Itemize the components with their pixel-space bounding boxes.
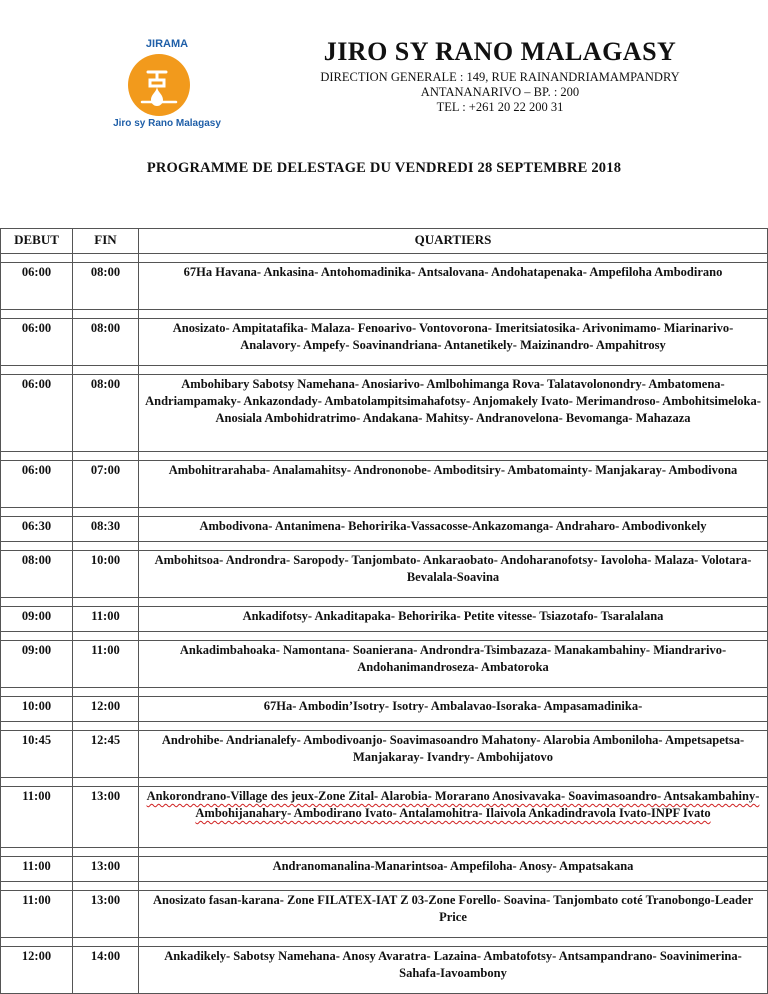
address-line-2: ANTANANARIVO – BP. : 200 bbox=[420, 85, 580, 99]
quartiers-list: Ambohibary Sabotsy Namehana- Anosiarivo- Amlbohimanga Rova- Talatavolonondry- Ambatomena- Andriampamaky- Ankazondady- Ambatolampitsimahafotsy- Anjomakely Ivato- Merimandroso- Ambohitsimeloka- Anosiala Ambohidratrimo- Andakana- Mahitsy- Andranovelona- Bevomanga- Mahazaza bbox=[139, 375, 768, 452]
quartiers-list bbox=[139, 787, 768, 848]
quartiers-text: Ankorondrano-Village des jeux-Zone Zital- Alarobia- Morarano Anosivavaka- Soavimasoandro- Antsakambahiny- Ambohijanahary- Ambodirano Ivato- Antalamohitra- Ilaivola Ankadindravola Ivato-INPF Ivato bbox=[146, 789, 760, 820]
end-time: 10:00 bbox=[73, 551, 139, 598]
end-time: 14:00 bbox=[73, 947, 139, 994]
table-header-row bbox=[1, 229, 768, 254]
start-time: 09:00 bbox=[1, 641, 73, 688]
start-time: 10:00 bbox=[1, 697, 73, 722]
quartiers-list: Ambodivona- Antanimena- Behoririka-Vassacosse-Ankazomanga- Andraharo- Ambodivonkely bbox=[139, 517, 768, 542]
logo-caption: Jiro sy Rano Malagasy bbox=[113, 118, 221, 129]
end-time: 11:00 bbox=[73, 641, 139, 688]
logo-wordmark: JIRAMA bbox=[145, 38, 189, 50]
table-row bbox=[1, 947, 768, 994]
table-row bbox=[1, 731, 768, 778]
table-row bbox=[1, 263, 768, 310]
start-time: 10:45 bbox=[1, 731, 73, 778]
start-time: 06:00 bbox=[1, 319, 73, 366]
header-fin: FIN bbox=[73, 229, 139, 254]
end-time: 07:00 bbox=[73, 461, 139, 508]
quartiers-list: Anosizato- Ampitatafika- Malaza- Fenoarivo- Vontovorona- Imeritsiatosika- Arivonimamo- Miarinarivo- Analavory- Ampefy- Soavinandriana- Antanetikely- Maizinandro- Ampahitrosy bbox=[139, 319, 768, 366]
schedule-table bbox=[0, 228, 768, 994]
company-name: JIRO SY RANO MALAGASY bbox=[323, 37, 677, 66]
start-time: 11:00 bbox=[1, 787, 73, 848]
quartiers-list: 67Ha- Ambodin’Isotry- Isotry- Ambalavao-Isoraka- Ampasamadinika- bbox=[139, 697, 768, 722]
table-row bbox=[1, 375, 768, 452]
table-row bbox=[1, 607, 768, 632]
end-time: 12:45 bbox=[73, 731, 139, 778]
address-phone: TEL : +261 20 22 200 31 bbox=[436, 100, 564, 114]
start-time: 06:00 bbox=[1, 461, 73, 508]
quartiers-list: Andranomanalina-Manarintsoa- Ampefiloha- Anosy- Ampatsakana bbox=[139, 857, 768, 882]
start-time: 06:00 bbox=[1, 263, 73, 310]
quartiers-list: Ambohitrarahaba- Analamahitsy- Andrononobe- Amboditsiry- Ambatomainty- Manjakaray- Ambodivona bbox=[139, 461, 768, 508]
table-row bbox=[1, 891, 768, 938]
quartiers-list: 67Ha Havana- Ankasina- Antohomadinika- Antsalovana- Andohatapenaka- Ampefiloha Ambodirano bbox=[139, 263, 768, 310]
end-time: 13:00 bbox=[73, 891, 139, 938]
end-time: 13:00 bbox=[73, 857, 139, 882]
start-time: 06:30 bbox=[1, 517, 73, 542]
quartiers-list: Ankadifotsy- Ankaditapaka- Behoririka- Petite vitesse- Tsiazotafo- Tsaralalana bbox=[139, 607, 768, 632]
quartiers-list: Anosizato fasan-karana- Zone FILATEX-IAT Z 03-Zone Forello- Soavina- Tanjombato coté Tranobongo-Leader Price bbox=[139, 891, 768, 938]
header-debut: DEBUT bbox=[1, 229, 73, 254]
table-row bbox=[1, 517, 768, 542]
start-time: 11:00 bbox=[1, 857, 73, 882]
jirama-logo bbox=[112, 38, 222, 134]
quartiers-list: Ankadimbahoaka- Namontana- Soanierana- Androndra-Tsimbazaza- Manakambahiny- Miandrarivo- Andohanimandroseza- Ambatoroka bbox=[139, 641, 768, 688]
table-row bbox=[1, 641, 768, 688]
start-time: 06:00 bbox=[1, 375, 73, 452]
start-time: 11:00 bbox=[1, 891, 73, 938]
end-time: 13:00 bbox=[73, 787, 139, 848]
table-row bbox=[1, 461, 768, 508]
quartiers-list: Androhibe- Andrianalefy- Ambodivoanjo- Soavimasoandro Mahatony- Alarobia Amboniloha- Ampetsapetsa- Manjakaray- Ivandry- Ambohijatovo bbox=[139, 731, 768, 778]
address-line-1: DIRECTION GENERALE : 149, RUE RAINANDRIAMAMPANDRY bbox=[320, 70, 680, 84]
programme-title: PROGRAMME DE DELESTAGE DU VENDREDI 28 SEPTEMBRE 2018 bbox=[146, 160, 622, 176]
table-row bbox=[1, 551, 768, 598]
end-time: 11:00 bbox=[73, 607, 139, 632]
table-row bbox=[1, 697, 768, 722]
table-row bbox=[1, 319, 768, 366]
start-time: 08:00 bbox=[1, 551, 73, 598]
header-quartiers: QUARTIERS bbox=[139, 229, 768, 254]
faucet-drop-icon bbox=[128, 54, 190, 116]
table-row bbox=[1, 857, 768, 882]
quartiers-list: Ambohitsoa- Androndra- Saropody- Tanjombato- Ankaraobato- Andoharanofotsy- Iavoloha- Malaza- Volotara- Bevalala-Soavina bbox=[139, 551, 768, 598]
end-time: 08:00 bbox=[73, 319, 139, 366]
start-time: 12:00 bbox=[1, 947, 73, 994]
end-time: 08:00 bbox=[73, 375, 139, 452]
end-time: 08:30 bbox=[73, 517, 139, 542]
end-time: 12:00 bbox=[73, 697, 139, 722]
faucet-icon bbox=[128, 54, 190, 116]
quartiers-list: Ankadikely- Sabotsy Namehana- Anosy Avaratra- Lazaina- Ambatofotsy- Antsampandrano- Soavinimerina-Sahafa-Iavoambony bbox=[139, 947, 768, 994]
end-time: 08:00 bbox=[73, 263, 139, 310]
table-row bbox=[1, 787, 768, 848]
start-time: 09:00 bbox=[1, 607, 73, 632]
